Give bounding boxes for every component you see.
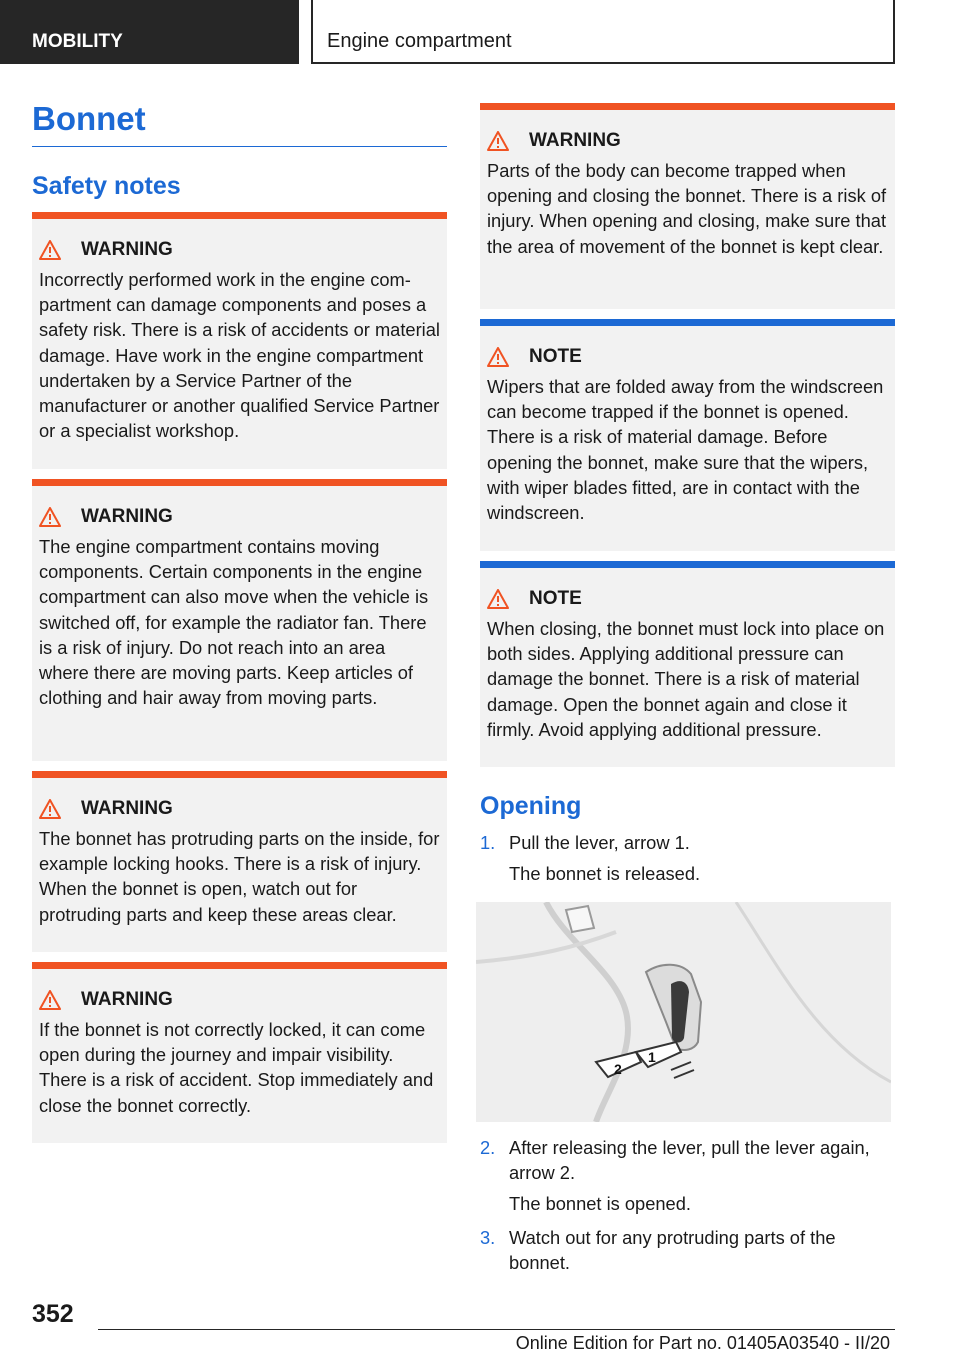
note-box — [480, 561, 895, 767]
arrow-label-1: 1 — [648, 1049, 656, 1065]
warning-header — [487, 130, 888, 152]
warning-box — [480, 103, 895, 309]
opening-step — [480, 830, 895, 886]
warning-text: If the bonnet is not correctly locked, it can come open during the journey and impair visibility. There is a risk of accident. Stop immediately and close the bonnet correctly. — [39, 1019, 434, 1116]
warning-header — [39, 798, 440, 820]
warning-label: WARNING — [81, 506, 173, 527]
step-result: The bonnet is opened. — [509, 1193, 691, 1215]
warning-text: Parts of the body can become trapped when opening and closing the bonnet. There is a risk of injury. When opening and closing, make sure that the area of movement of the bonnet is kept clear. — [487, 160, 887, 257]
note-text: When closing, the bonnet must lock into place on both sides. Applying additional pressure can damage the bonnet. There is a risk of material damage. Open the bonnet again and close it firmly. Avoid applying additional pressure. — [487, 618, 885, 740]
step-number: 3. — [480, 1227, 496, 1248]
step-text: Watch out for any protruding parts of the bonnet. — [509, 1227, 836, 1274]
opening-step — [480, 1135, 895, 1217]
warning-header — [39, 239, 440, 261]
warning-triangle-icon — [39, 990, 61, 1010]
page-title: Bonnet — [32, 100, 447, 147]
warning-triangle-icon — [39, 240, 61, 260]
opening-heading: Opening — [480, 792, 582, 820]
note-header — [487, 346, 888, 368]
warning-label: WARNING — [81, 989, 173, 1010]
step-number: 1. — [480, 832, 496, 853]
warning-box — [32, 212, 447, 469]
step-text: After releasing the lever, pull the lever again, arrow 2. — [509, 1137, 870, 1184]
step-result: The bonnet is released. — [509, 863, 701, 885]
note-label: NOTE — [529, 588, 582, 609]
warning-box — [32, 962, 447, 1143]
note-box — [480, 319, 895, 551]
warning-label: WARNING — [81, 798, 173, 819]
warning-text: Incorrectly performed work in the engine compartment can damage components and poses a safety risk. There is a risk of accidents or material damage. Have work in the engine compartment undertaken by a Service Partner of the manufacturer or another qualified Service Partner or a specialist workshop. — [39, 269, 440, 442]
section-tab: MOBILITY — [0, 0, 299, 64]
page-number: 352 — [32, 1300, 74, 1328]
warning-triangle-icon — [39, 507, 61, 527]
note-header — [487, 588, 888, 610]
footer-divider — [98, 1329, 895, 1330]
warning-label: WARNING — [529, 130, 621, 151]
step-number: 2. — [480, 1137, 496, 1158]
warning-label: WARNING — [81, 239, 173, 260]
note-triangle-icon — [487, 347, 509, 367]
arrow-label-2: 2 — [614, 1061, 622, 1077]
warning-header — [39, 506, 440, 528]
warning-text: The engine compartment contains moving components. Certain components in the engine compartment can also move when the vehicle is switched off, for example the radiator fan. There is a risk of injury. Do not reach into an area where there are moving parts. Keep articles of clothing and hair away from moving parts. — [39, 536, 429, 709]
warning-box — [32, 771, 447, 952]
chapter-title: Engine compartment — [311, 0, 895, 64]
edition-footer: Online Edition for Part no. 01405A03540 - II/20 — [515, 1333, 890, 1353]
note-label: NOTE — [529, 346, 582, 367]
note-text: Wipers that are folded away from the windscreen can become trapped if the bonnet is opened. There is a risk of material damage. Before opening the bonnet, make sure that the wipers, with wiper blades fitted, are in contact with the windscreen. — [487, 376, 884, 524]
step-text: Pull the lever, arrow 1. — [509, 832, 690, 853]
warning-box — [32, 479, 447, 761]
warning-triangle-icon — [39, 799, 61, 819]
safety-notes-heading: Safety notes — [32, 172, 181, 200]
warning-text: The bonnet has protruding parts on the inside, for example locking hooks. There is a risk of injury. When the bonnet is open, watch out for protruding parts and keep these areas clear. — [39, 828, 440, 925]
note-triangle-icon — [487, 589, 509, 609]
warning-triangle-icon — [487, 131, 509, 151]
bonnet-lever-illustration — [476, 902, 891, 1122]
warning-header — [39, 989, 440, 1011]
opening-step — [480, 1225, 895, 1275]
